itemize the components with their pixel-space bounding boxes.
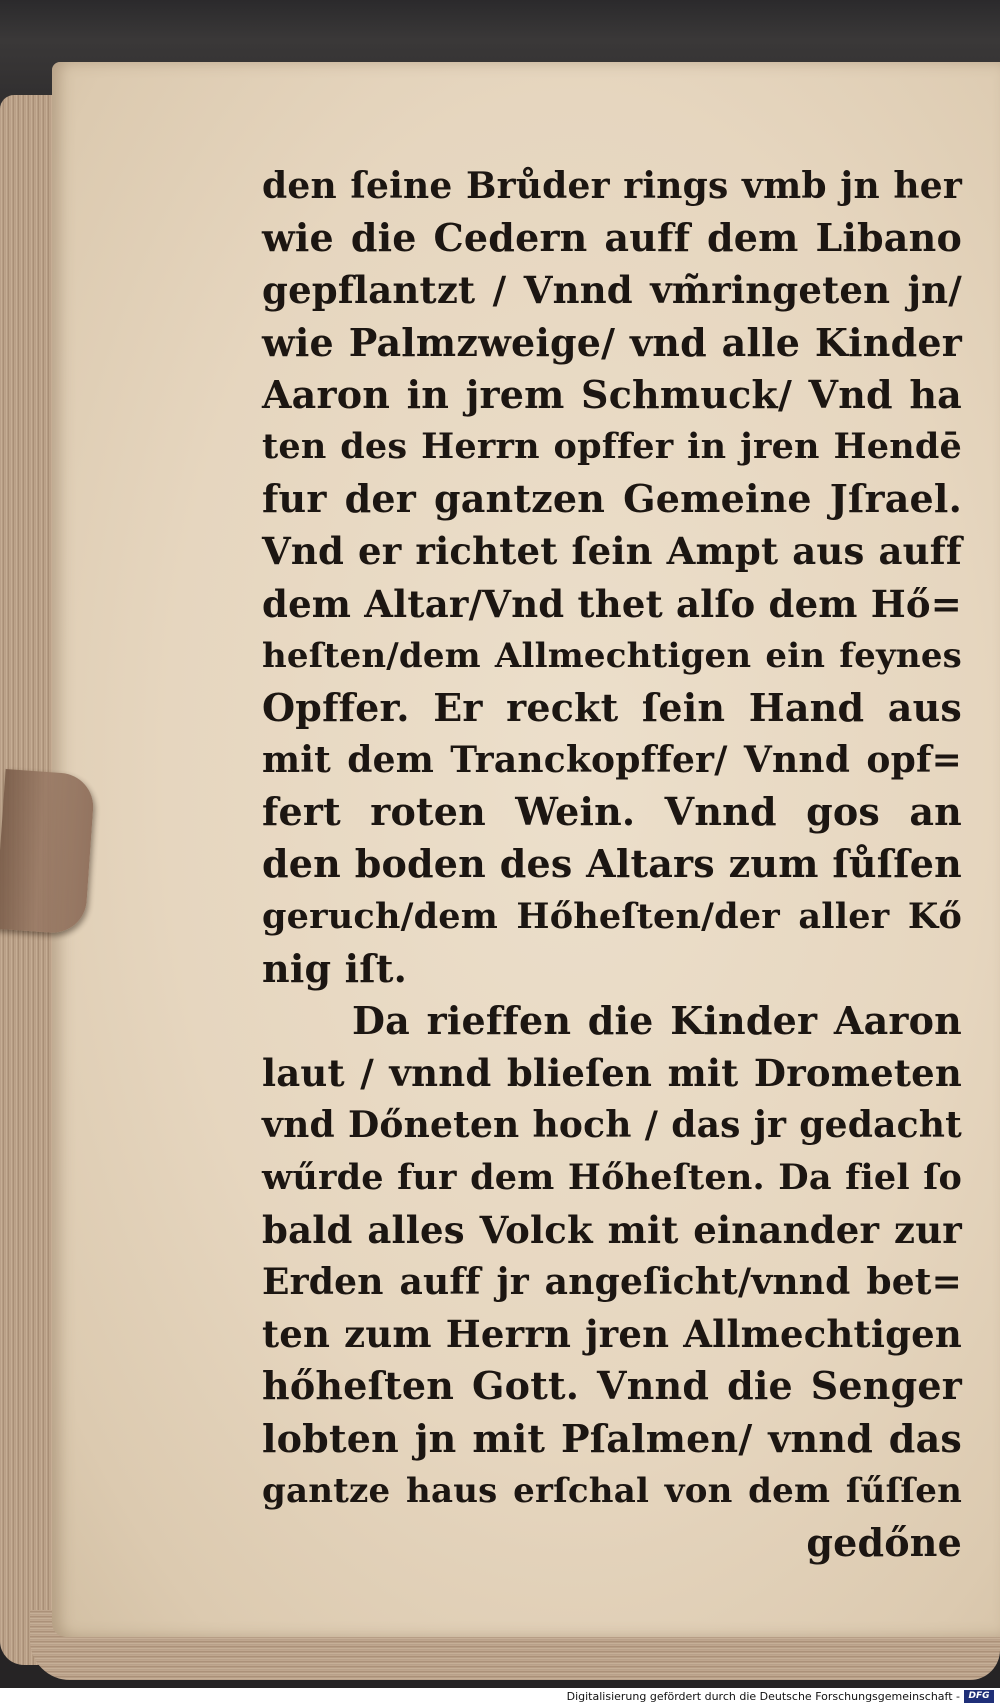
- text-line: fert roten Wein. Vnnd gos an: [262, 789, 962, 835]
- text-line: Da rieffen die Kinder Aaron: [352, 998, 962, 1043]
- page-text: [262, 160, 962, 1569]
- text-line: fur der gantzen Gemeine Jſrael.: [262, 476, 962, 522]
- text-line: bald alles Volck mit einander zur: [262, 1207, 962, 1252]
- text-line: geruch/dem Hőheſten/der aller Kő: [262, 895, 962, 937]
- text-line: hőheſten Gott. Vnnd die Senger: [262, 1363, 962, 1409]
- text-line: ten zum Herrn jren Allmechtigen: [262, 1312, 962, 1357]
- text-line: nig iſt.: [262, 945, 408, 991]
- text-line: wie Palmzweige/ vnd alle Kinder: [262, 319, 962, 365]
- digitization-footer: [0, 1688, 1000, 1706]
- funding-credit: Digitalisierung gefördert durch die Deutsche Forschungsgemeinschaft -: [566, 1690, 960, 1703]
- dfg-logo: DFG: [964, 1690, 994, 1703]
- text-line: Erden auff jr angeſicht/vnnd bet=: [262, 1260, 962, 1303]
- catchword: gedőne: [806, 1519, 962, 1565]
- text-line: vnd Dőneten hoch / das jr gedacht: [262, 1104, 962, 1147]
- text-line: gepflantzt / Vnnd vm̃ringeten jn/: [262, 268, 962, 313]
- text-line: heſten/dem Allmechtigen ein feynes: [262, 635, 962, 676]
- text-line: wie die Cedern auff dem Libano: [262, 215, 962, 261]
- text-line: dem Altar/Vnd thet alſo dem Hő=: [262, 581, 962, 626]
- text-line: gantze haus erſchal von dem ſűſſen: [262, 1470, 962, 1511]
- text-line: wűrde fur dem Hőheſten. Da fiel ſo: [262, 1156, 962, 1198]
- text-line: Vnd er richtet ſein Ampt aus auff: [262, 529, 962, 574]
- text-line: Opffer. Er reckt ſein Hand aus: [262, 684, 962, 730]
- text-line: den ſeine Brůder rings vmb jn her: [262, 165, 962, 207]
- text-line: lobten jn mit Pſalmen/ vnnd das: [262, 1415, 962, 1461]
- text-line: Aaron in jrem Schmuck/ Vnd ha: [262, 371, 962, 417]
- text-line: ten des Herrn opffer in jren Hendē: [262, 425, 962, 467]
- text-line: mit dem Tranckopffer/ Vnnd opf=: [262, 739, 962, 782]
- text-line: den boden des Altars zum ſůſſen: [262, 841, 962, 887]
- bookmark-tab: [0, 769, 95, 935]
- text-line: laut / vnnd blieſen mit Drometen: [262, 1051, 962, 1096]
